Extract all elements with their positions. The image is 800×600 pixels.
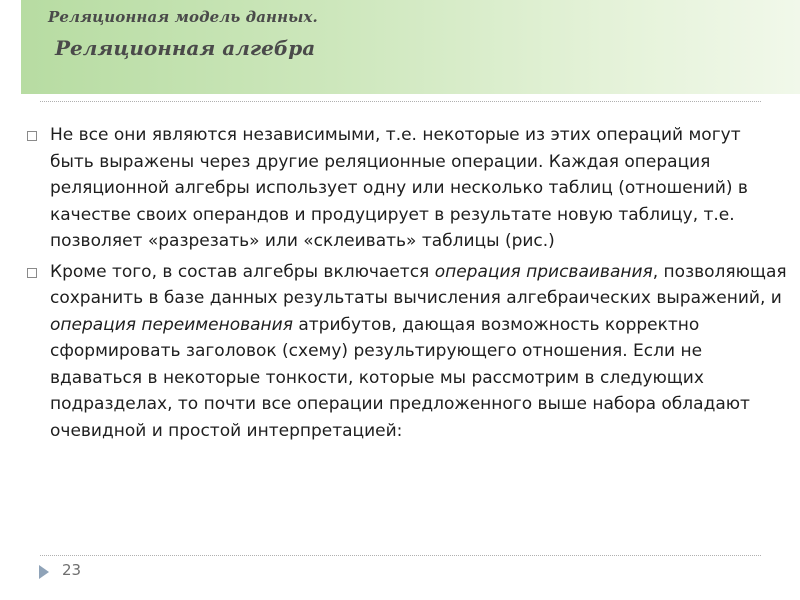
paragraph-2-part-3: атрибутов, дающая возможность корректно сформировать заголовок (схему) результирующего отношения. Если не вдаваться в некоторые тонкости, которые мы рассмотрим в следующих подразделах, то почти все операции предложенного выше набора обладают очевидной и простой интерпретацией: <box>50 314 750 441</box>
term-rename-operation: операция переименования <box>50 314 293 335</box>
paragraph-2-part-2: , позволяющая сохранить в базе данных результаты вычисления алгебраических выражений, и <box>50 261 787 308</box>
term-assignment-operation: операция присваивания <box>434 261 653 282</box>
square-bullet-icon <box>27 268 37 278</box>
bottom-divider <box>40 555 761 556</box>
triangle-right-icon <box>39 565 49 579</box>
slide-content <box>27 122 787 448</box>
slide-subtitle: Реляционная модель данных. <box>48 8 318 26</box>
bullet-paragraph-1 <box>27 122 787 255</box>
slide-title: Реляционная алгебра <box>55 36 316 60</box>
square-bullet-icon <box>27 131 37 141</box>
top-divider <box>40 101 761 102</box>
bullet-paragraph-2 <box>27 259 787 445</box>
paragraph-2-part-1: Кроме того, в состав алгебры включается <box>50 261 435 282</box>
page-number: 23 <box>62 561 82 579</box>
paragraph-1-text: Не все они являются независимыми, т.е. некоторые из этих операций могут быть выражены через другие реляционные операции. Каждая операция реляционной алгебры использует одну или несколько таблиц (отношений) в качестве своих операндов и продуцирует в результате новую таблицу, т.е. позволяет «разрезать» или «склеивать» таблицы (рис.) <box>50 125 748 251</box>
header-banner <box>21 0 800 94</box>
paragraph-2-text <box>50 262 787 441</box>
